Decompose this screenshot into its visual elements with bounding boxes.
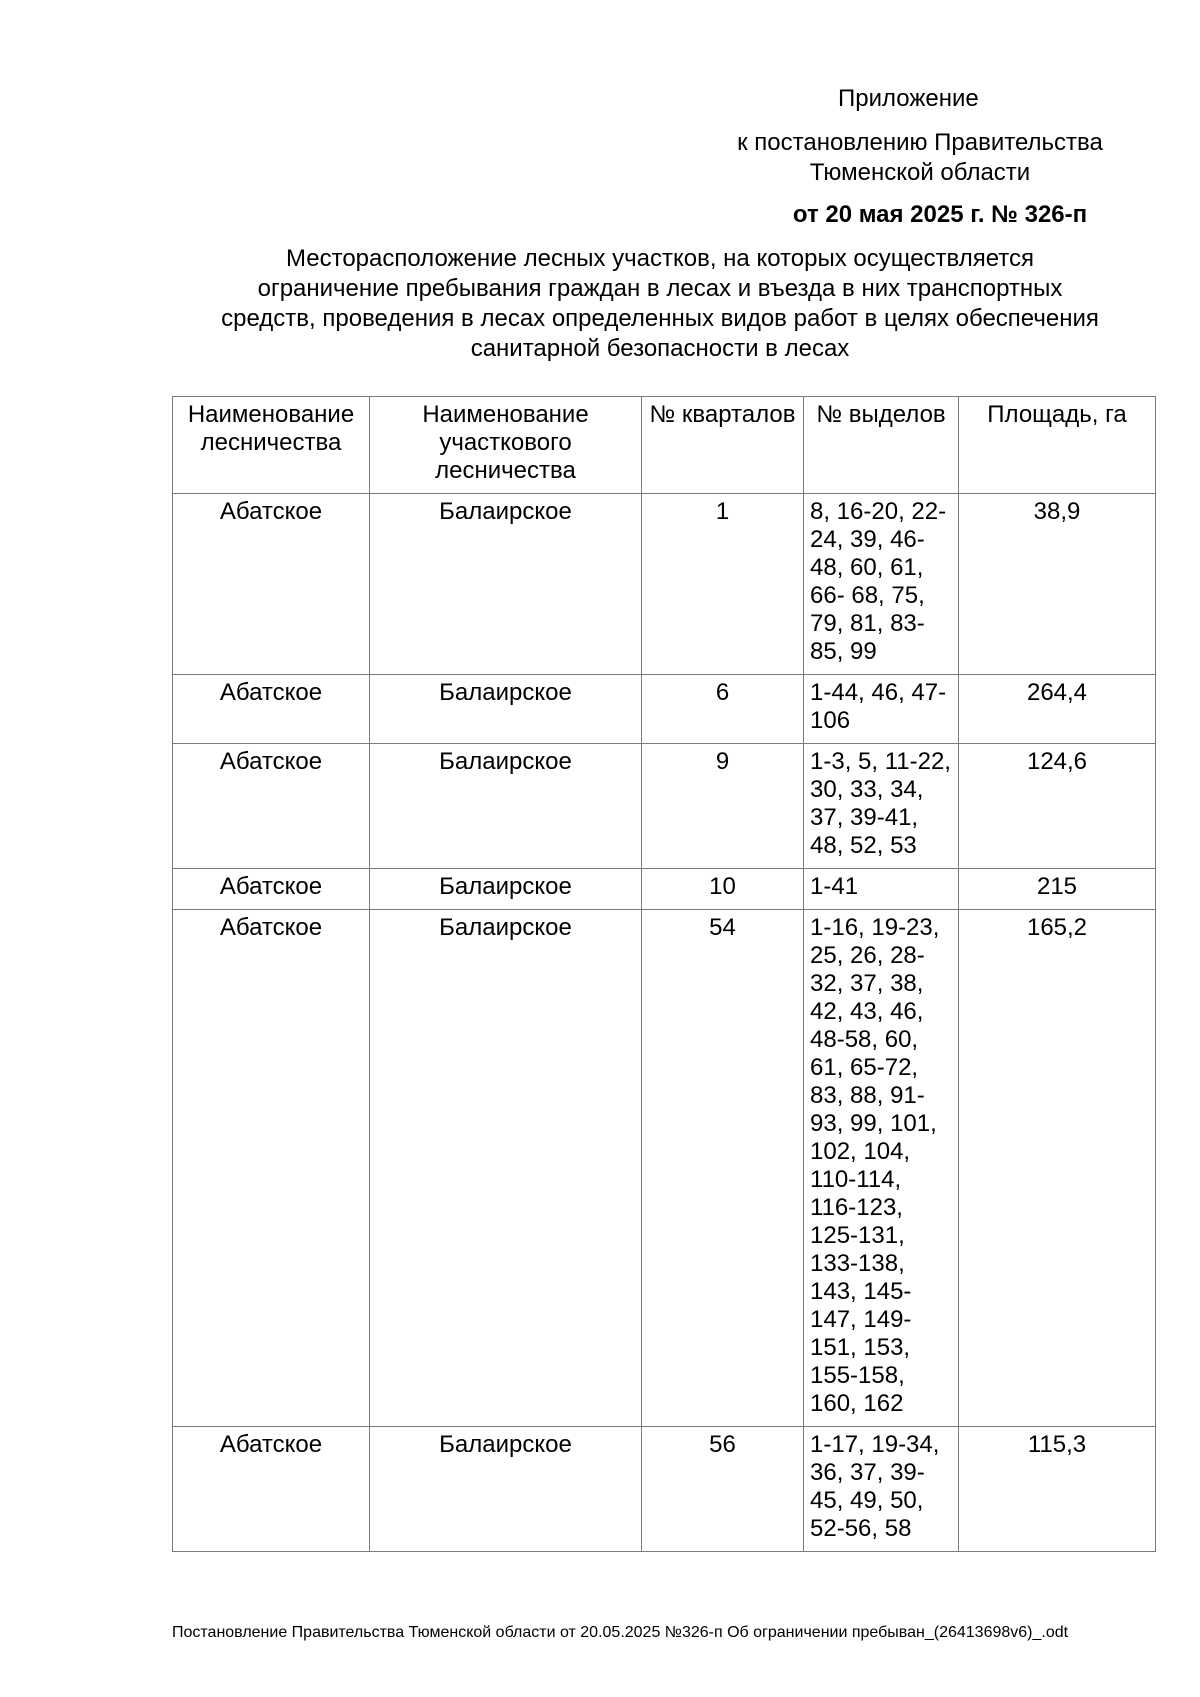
cell-sections: 1-16, 19-23, 25, 26, 28-32, 37, 38, 42, 43, 46, 48-58, 60, 61, 65-72, 83, 88, 91-93, 99, 101, 102, 104, 110-114, 116-123, 125-131, 133-138, 143, 145-147, 149-151, 153, 155-158, 160, 162 — [804, 910, 959, 1427]
table-row — [173, 869, 1156, 910]
cell-quarter: 56 — [642, 1427, 804, 1552]
cell-forestry: Абатское — [173, 869, 370, 910]
cell-sections: 1-41 — [804, 869, 959, 910]
cell-forestry: Абатское — [173, 494, 370, 675]
appendix-label: Приложение — [838, 85, 979, 112]
header-quarters: № кварталов — [642, 397, 804, 494]
table-row — [173, 675, 1156, 744]
table-row — [173, 1427, 1156, 1552]
cell-district-forestry: Балаирское — [370, 675, 642, 744]
cell-quarter: 6 — [642, 675, 804, 744]
cell-area: 38,9 — [959, 494, 1156, 675]
table-row — [173, 910, 1156, 1427]
cell-sections: 8, 16-20, 22-24, 39, 46-48, 60, 61, 66- 68, 75, 79, 81, 83-85, 99 — [804, 494, 959, 675]
title-line1: Месторасположение лесных участков, на которых осуществляется — [285, 245, 1035, 272]
appendix-date-number: от 20 мая 2025 г. № 326-п — [792, 201, 1088, 228]
cell-forestry: Абатское — [173, 910, 370, 1427]
cell-district-forestry: Балаирское — [370, 744, 642, 869]
table-row — [173, 744, 1156, 869]
cell-forestry: Абатское — [173, 1427, 370, 1552]
cell-sections: 1-44, 46, 47-106 — [804, 675, 959, 744]
table-header-row — [173, 397, 1156, 494]
header-area: Площадь, га — [959, 397, 1156, 494]
cell-area: 124,6 — [959, 744, 1156, 869]
cell-quarter: 10 — [642, 869, 804, 910]
document-title — [160, 244, 1160, 364]
cell-quarter: 54 — [642, 910, 804, 1427]
cell-district-forestry: Балаирское — [370, 1427, 642, 1552]
cell-area: 264,4 — [959, 675, 1156, 744]
cell-district-forestry: Балаирское — [370, 869, 642, 910]
cell-forestry: Абатское — [173, 675, 370, 744]
header-district-forestry: Наименование участкового лесничества — [370, 397, 642, 494]
cell-quarter: 1 — [642, 494, 804, 675]
document-footer: Постановление Правительства Тюменской области от 20.05.2025 №326-п Об ограничении пребыван_(26413698v6)_.odt — [172, 1624, 1069, 1641]
cell-quarter: 9 — [642, 744, 804, 869]
cell-district-forestry: Балаирское — [370, 910, 642, 1427]
title-line2: ограничение пребывания граждан в лесах и въезда в них транспортных — [257, 275, 1063, 302]
cell-area: 215 — [959, 869, 1156, 910]
cell-sections: 1-17, 19-34, 36, 37, 39-45, 49, 50, 52-56, 58 — [804, 1427, 959, 1552]
cell-district-forestry: Балаирское — [370, 494, 642, 675]
cell-forestry: Абатское — [173, 744, 370, 869]
forest-areas-table — [172, 396, 1156, 1552]
cell-area: 165,2 — [959, 910, 1156, 1427]
title-line3: средств, проведения в лесах определенных видов работ в целях обеспечения — [221, 305, 1099, 332]
cell-area: 115,3 — [959, 1427, 1156, 1552]
table-row — [173, 494, 1156, 675]
appendix-reference — [700, 128, 1140, 188]
cell-sections: 1-3, 5, 11-22, 30, 33, 34, 37, 39-41, 48, 52, 53 — [804, 744, 959, 869]
appendix-ref-line2: Тюменской области — [809, 159, 1031, 186]
appendix-ref-line1: к постановлению Правительства — [737, 129, 1103, 156]
title-line4: санитарной безопасности в лесах — [470, 335, 850, 362]
header-forestry: Наименование лесничества — [173, 397, 370, 494]
header-sections: № выделов — [804, 397, 959, 494]
